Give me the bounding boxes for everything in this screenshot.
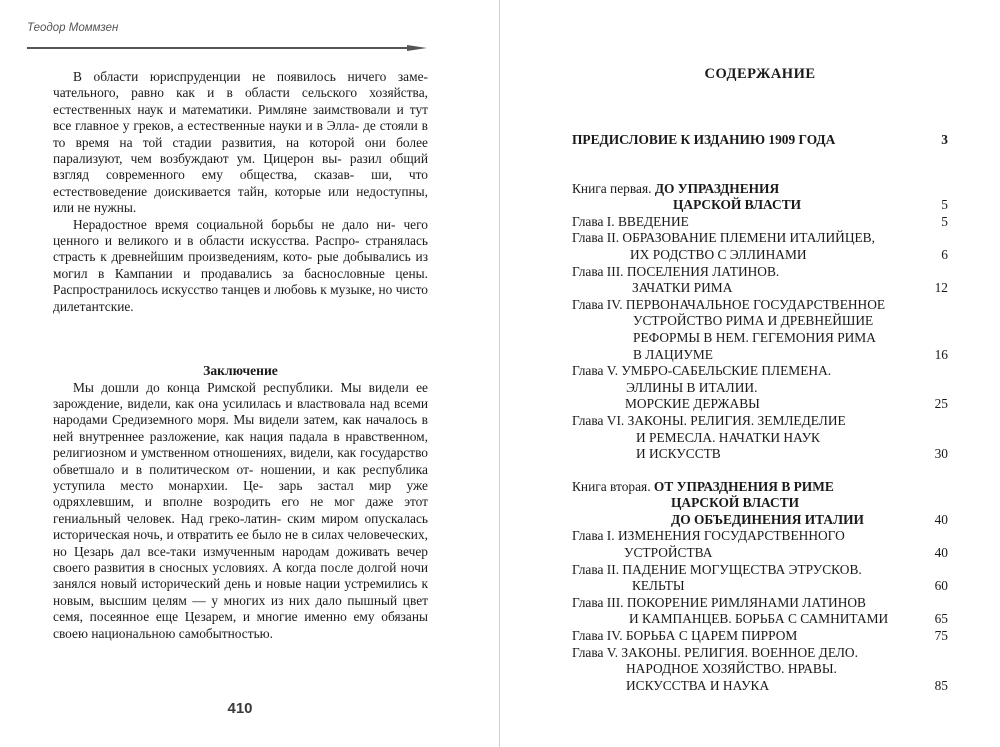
toc-chapter[interactable]: Глава V. ЗАКОНЫ. РЕЛИГИЯ. ВОЕННОЕ ДЕЛО. НАРОДНОЕ ХОЗЯЙСТВО. НРАВЫ. ИСКУССТВА И НАУКА 85 [572,644,948,693]
toc-page: 25 [934,396,948,412]
body-text [53,69,428,642]
toc-page: 75 [934,628,948,644]
toc-page: 5 [941,197,948,213]
toc-page: 3 [941,132,948,147]
toc-page: 40 [934,511,948,527]
toc-book-1[interactable]: Книга первая. ДО УПРАЗДНЕНИЯ ЦАРСКОЙ ВЛАСТИ 5 [572,180,948,213]
page-number: 410 [227,700,253,717]
paragraph: Нерадостное время социальной борьбы не дало ни- чего ценного и великого и в области искусства. Распро- странялась страсть к древнейшим произведениям, кото- рые добывались из могил в Кампании и продавались за баснословные цены. Распространилось искусство танцев и любовь к музыке, но чисто дилетантские. [53,216,428,314]
toc-page: 6 [941,246,948,262]
toc-chapter[interactable]: Глава I. ИЗМЕНЕНИЯ ГОСУДАРСТВЕННОГО УСТРОЙСТВА 40 [572,528,948,561]
table-of-contents [572,132,948,694]
toc-page: 30 [934,446,948,462]
toc-chapter[interactable]: Глава III. ПОСЕЛЕНИЯ ЛАТИНОВ. ЗАЧАТКИ РИМА 12 [572,263,948,296]
toc-page: 65 [934,611,948,627]
toc-chapter[interactable]: Глава III. ПОКОРЕНИЕ РИМЛЯНАМИ ЛАТИНОВ И КАМПАНЦЕВ. БОРЬБА С САМНИТАМИ 65 [572,594,948,627]
paragraph: Мы дошли до конца Римской республики. Мы видели ее зарождение, видели, как она усилилась и властвовала над всеми народами Средиземного моря. Мы видели затем, как началось в ней внутреннее разложение, как нация падала в нравственном, религиозном и умственном отношениях, видели, как государство обветшало и в политическом от- ношении, и как республика уступила место монархии. Це- зарь застал мир уже одряхлевшим, и вполне возродить его не мог даже этот гениальный человек. Над греко-латин- ским миром опускалась историческая ночь, и отвратить ее было не в силах человеческих, но Цезарь дал все-таки измученным народам доживать вечер своего развития в сносных условиях. А когда после долгой ночи занялся новый исторический день и новые нации устремились к новым, высшим целям — у многих из них дало пышный цвет семя, посеянное еще Цезарем, и многие именно ему обязаны своею национальною самобытностью. [53,379,429,641]
toc-title: СОДЕРЖАНИЕ [704,66,816,82]
running-head: Теодор Моммзен [27,22,119,34]
paragraph: В области юриспруденции не появилось ничего заме- чательного, равно как и в области сельского хозяйства, естественных наук и математики. Римляне заимствовали и тут все главное у греков, а естественные науки и в Элла- де стояли в то время на той стадии развития, на которой они более парализуют, чем возбуждают ум. Цицерон вы- разил общий взгляд современного ему общества, сказав- ши, что естествоведение доискивается тайн, которые или недоступны, или не нужны. [53,69,428,216]
toc-chapter[interactable]: Глава II. ПАДЕНИЕ МОГУЩЕСТВА ЭТРУСКОВ. КЕЛЬТЫ 60 [572,561,948,594]
toc-page: 5 [941,213,948,229]
toc-page: 85 [934,677,948,693]
toc-page: 40 [934,545,948,561]
toc-chapter[interactable]: Глава IV. БОРЬБА С ЦАРЕМ ПИРРОМ 75 [572,628,948,644]
toc-book-2[interactable]: Книга вторая. ОТ УПРАЗДНЕНИЯ В РИМЕ ЦАРСКОЙ ВЛАСТИ ДО ОБЪЕДИНЕНИЯ ИТАЛИИ 40 [572,478,948,527]
toc-chapter[interactable]: Глава V. УМБРО-САБЕЛЬСКИЕ ПЛЕМЕНА. ЭЛЛИНЫ В ИТАЛИИ. МОРСКИЕ ДЕРЖАВЫ 25 [572,363,948,412]
toc-page: 60 [934,578,948,594]
section-title: Заключение [203,363,278,379]
toc-page: 12 [934,280,948,296]
toc-page: 16 [934,346,948,362]
toc-chapter[interactable]: Глава II. ОБРАЗОВАНИЕ ПЛЕМЕНИ ИТАЛИЙЦЕВ, ИХ РОДСТВО С ЭЛЛИНАМИ 6 [572,230,948,262]
toc-chapter[interactable]: Глава IV. ПЕРВОНАЧАЛЬНОЕ ГОСУДАРСТВЕННОЕ УСТРОЙСТВО РИМА И ДРЕВНЕЙШИЕ РЕФОРМЫ В НЕМ. ГЕГЕМОНИЯ РИМА В ЛАЦИУМЕ 16 [572,296,948,362]
toc-chapter[interactable]: Глава VI. ЗАКОНЫ. РЕЛИГИЯ. ЗЕМЛЕДЕЛИЕ И РЕМЕСЛА. НАЧАТКИ НАУК И ИСКУССТВ 30 [572,412,948,462]
toc-entry-preface[interactable]: ПРЕДИСЛОВИЕ К ИЗДАНИЮ 1909 ГОДА 3 [572,132,948,147]
right-page [500,0,1000,747]
header-rule-spear [27,45,427,51]
toc-chapter[interactable]: Глава I. ВВЕДЕНИЕ 5 [572,213,948,229]
